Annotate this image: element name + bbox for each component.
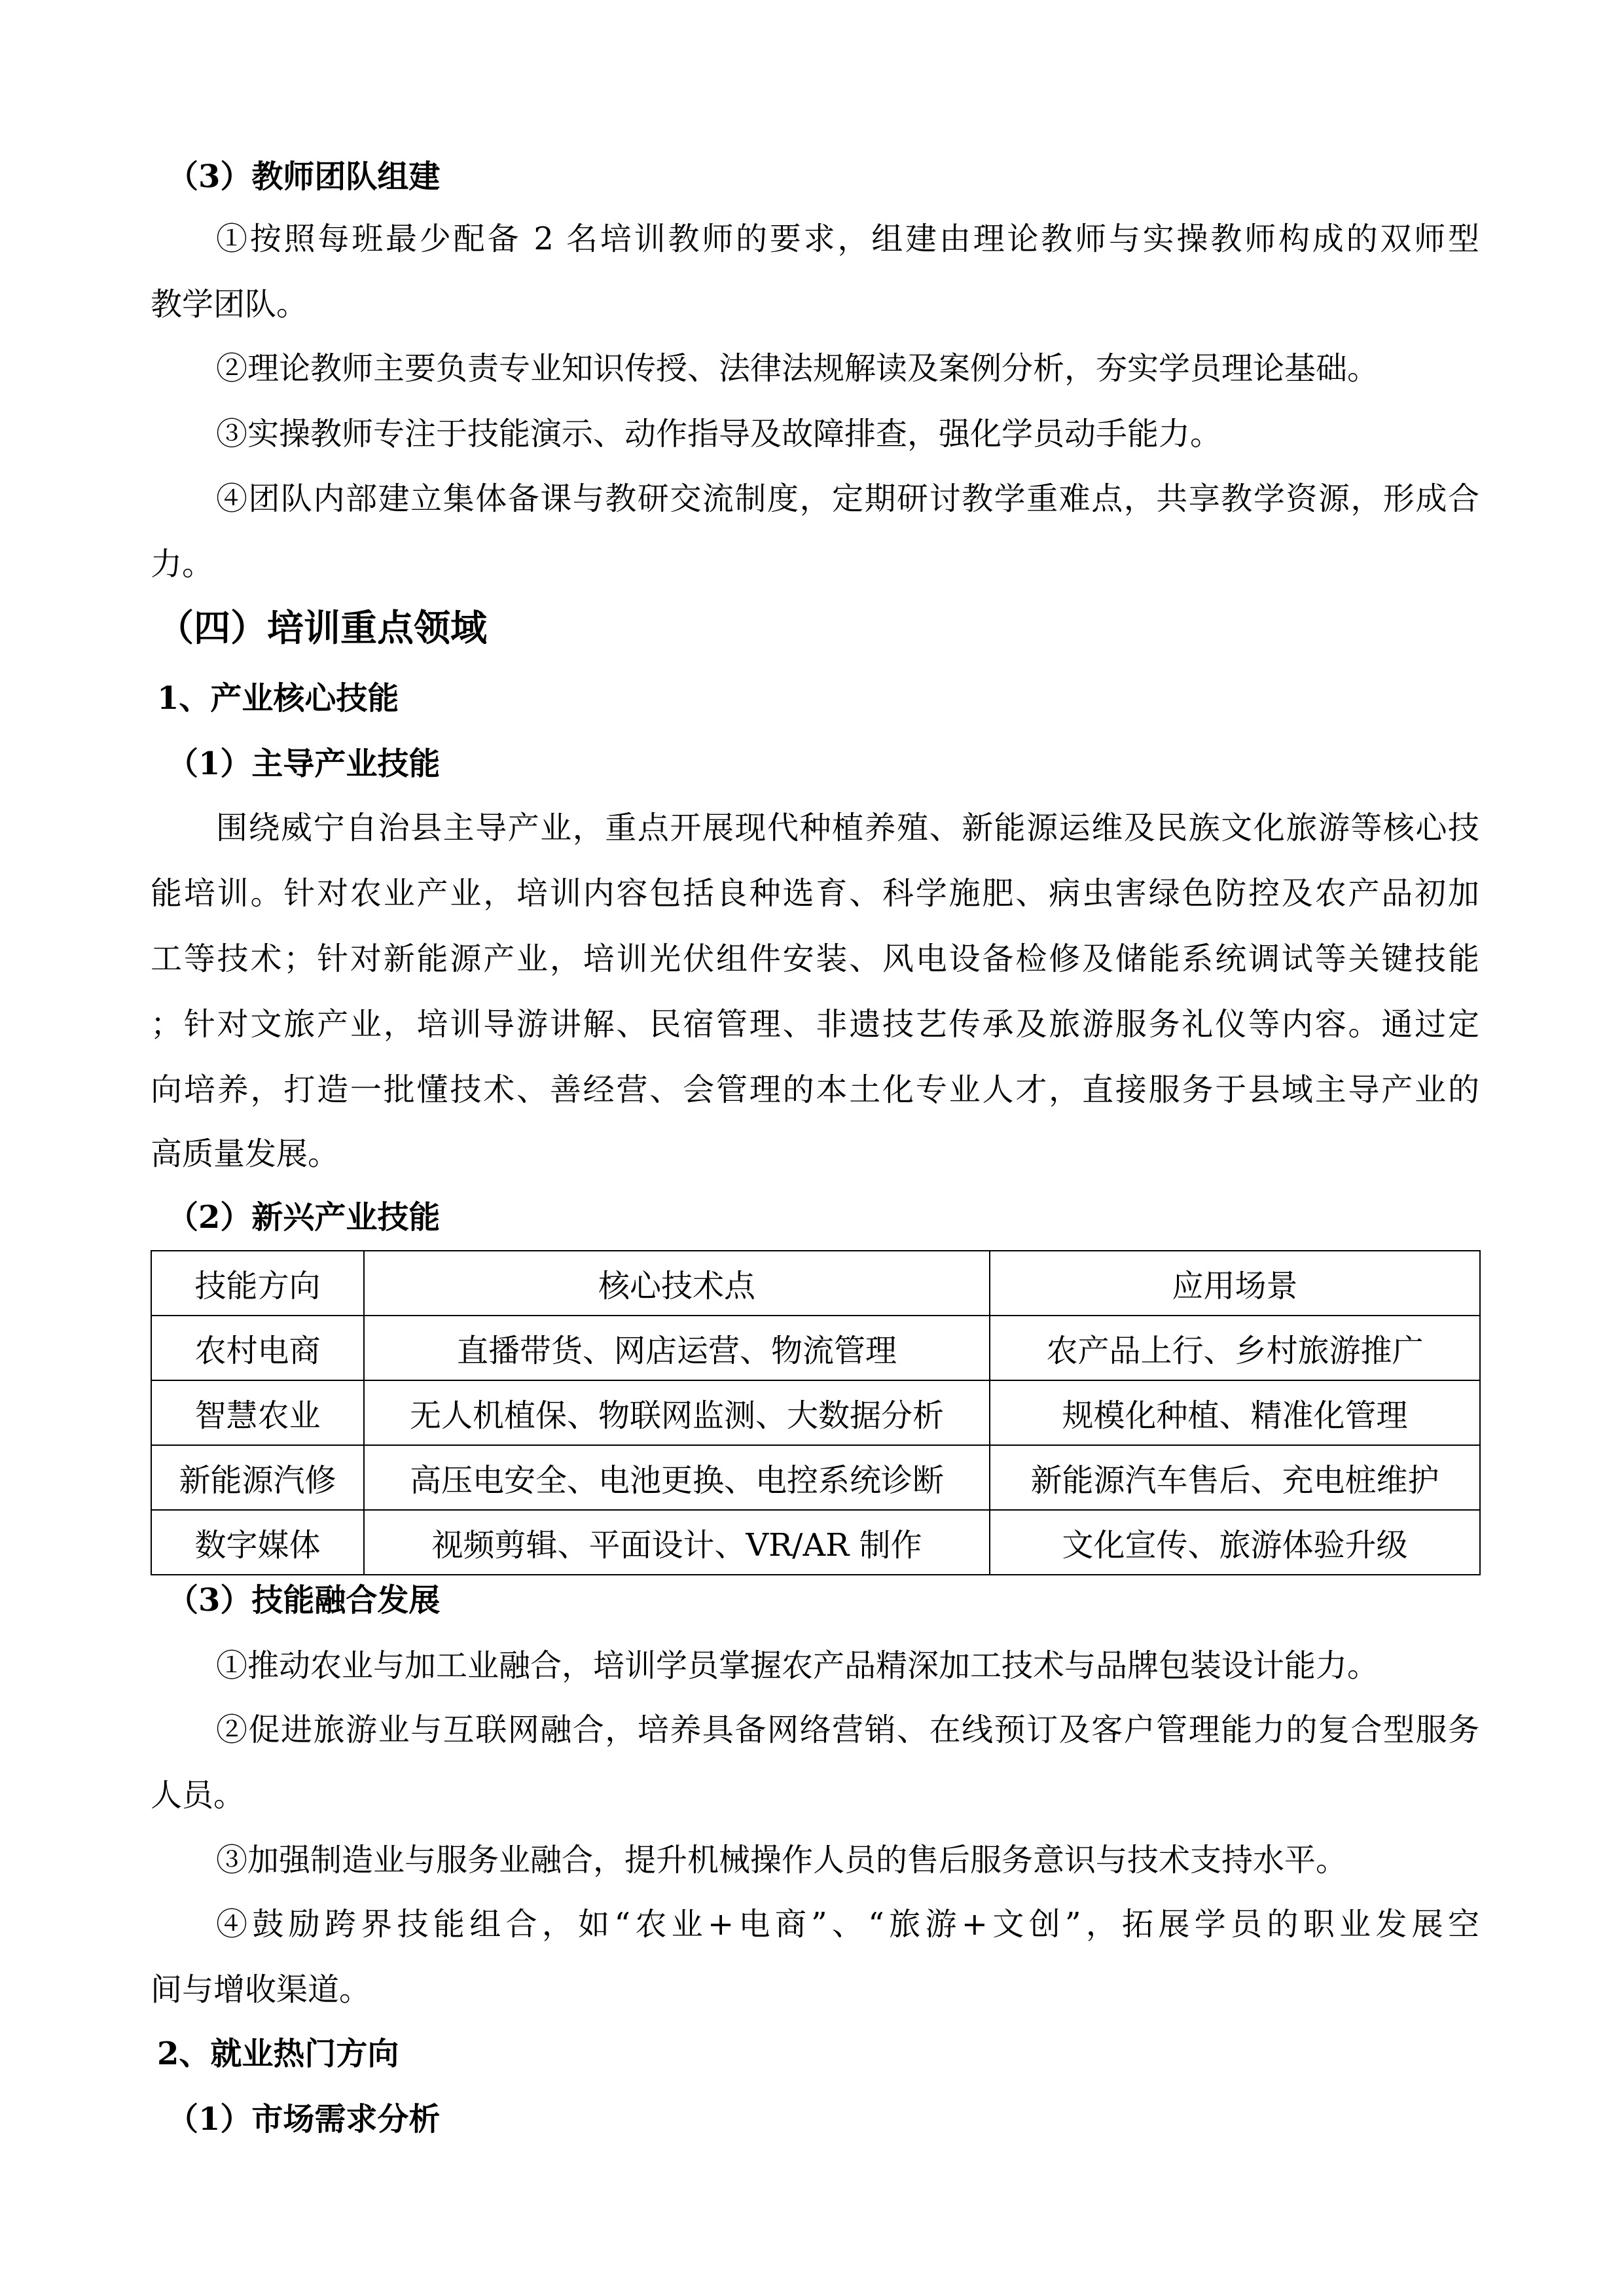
wrapped-line: ④团队内部建立集体备课与教研交流制度，定期研讨教学重难点，共享教学资源，形成合 bbox=[216, 480, 1479, 517]
wrapped-line: 向培养，打造一批懂技术、善经营、会管理的本土化专业人才，直接服务于县域主导产业的 bbox=[151, 1071, 1479, 1108]
table-header-cell: 核心技术点 bbox=[364, 1251, 990, 1316]
industry-core-heading: 1、产业核心技能 bbox=[157, 680, 399, 717]
teacher-team-item-2: ②理论教师主要负责专业知识传授、法律法规解读及案例分析，夯实学员理论基础。 bbox=[216, 350, 1379, 387]
table-cell: 新能源汽车售后、充电桩维护 bbox=[990, 1445, 1480, 1510]
leading-industry-heading: （1）主导产业技能 bbox=[167, 745, 441, 782]
wrapped-line: 间与增收渠道。 bbox=[151, 1971, 371, 2008]
wrapped-line: ②促进旅游业与互联网融合，培养具备网络营销、在线预订及客户管理能力的复合型服务 bbox=[216, 1712, 1479, 1748]
wrapped-line: 能培训。针对农业产业，培训内容包括良种选育、科学施肥、病虫害绿色防控及农产品初加 bbox=[151, 875, 1479, 912]
wrapped-line: 工等技术；针对新能源产业，培训光伏组件安装、风电设备检修及储能系统调试等关键技能 bbox=[151, 941, 1479, 977]
wrapped-line: 教学团队。 bbox=[151, 286, 308, 323]
table-row bbox=[151, 1380, 1480, 1445]
wrapped-line: ④鼓励跨界技能组合，如“农业+电商”、“旅游+文创”，拓展学员的职业发展空 bbox=[216, 1906, 1479, 1943]
table-cell: 文化宣传、旅游体验升级 bbox=[990, 1510, 1480, 1575]
emerging-skills-table bbox=[151, 1250, 1481, 1575]
table-cell: 农村电商 bbox=[151, 1316, 364, 1380]
market-demand-heading: （1）市场需求分析 bbox=[167, 2101, 441, 2138]
teacher-team-heading: （3）教师团队组建 bbox=[167, 158, 441, 195]
wrapped-line: ①按照每班最少配备 2 名培训教师的要求，组建由理论教师与实操教师构成的双师型 bbox=[216, 221, 1479, 257]
table-header-cell: 应用场景 bbox=[990, 1251, 1480, 1316]
table-cell: 农产品上行、乡村旅游推广 bbox=[990, 1316, 1480, 1380]
table-cell: 智慧农业 bbox=[151, 1380, 364, 1445]
wrapped-line: 力。 bbox=[151, 546, 214, 583]
section-four-heading: （四）培训重点领域 bbox=[157, 607, 487, 650]
fusion-item-3: ③加强制造业与服务业融合，提升机械操作人员的售后服务意识与技术支持水平。 bbox=[216, 1842, 1348, 1878]
emerging-industry-heading: （2）新兴产业技能 bbox=[167, 1199, 441, 1236]
table-header-cell: 技能方向 bbox=[151, 1251, 364, 1316]
table-cell: 新能源汽修 bbox=[151, 1445, 364, 1510]
fusion-heading: （3）技能融合发展 bbox=[167, 1582, 441, 1619]
wrapped-line: 围绕威宁自治县主导产业，重点开展现代种植养殖、新能源运维及民族文化旅游等核心技 bbox=[216, 810, 1479, 846]
wrapped-line: 人员。 bbox=[151, 1777, 245, 1814]
employment-heading: 2、就业热门方向 bbox=[157, 2036, 399, 2072]
wrapped-line: 高质量发展。 bbox=[151, 1136, 340, 1172]
table-row bbox=[151, 1445, 1480, 1510]
table-cell: 无人机植保、物联网监测、大数据分析 bbox=[364, 1380, 990, 1445]
table-cell: 规模化种植、精准化管理 bbox=[990, 1380, 1480, 1445]
table-row bbox=[151, 1510, 1480, 1575]
teacher-team-item-3: ③实操教师专注于技能演示、动作指导及故障排查，强化学员动手能力。 bbox=[216, 416, 1222, 452]
table-cell: 直播带货、网店运营、物流管理 bbox=[364, 1316, 990, 1380]
table-cell: 高压电安全、电池更换、电控系统诊断 bbox=[364, 1445, 990, 1510]
table-cell: 视频剪辑、平面设计、VR/AR 制作 bbox=[364, 1510, 990, 1575]
table-header-row bbox=[151, 1251, 1480, 1316]
table-row bbox=[151, 1316, 1480, 1380]
wrapped-line: ；针对文旅产业，培训导游讲解、民宿管理、非遗技艺传承及旅游服务礼仪等内容。通过定 bbox=[151, 1006, 1479, 1043]
table-cell: 数字媒体 bbox=[151, 1510, 364, 1575]
fusion-item-1: ①推动农业与加工业融合，培训学员掌握农产品精深加工技术与品牌包装设计能力。 bbox=[216, 1647, 1379, 1684]
